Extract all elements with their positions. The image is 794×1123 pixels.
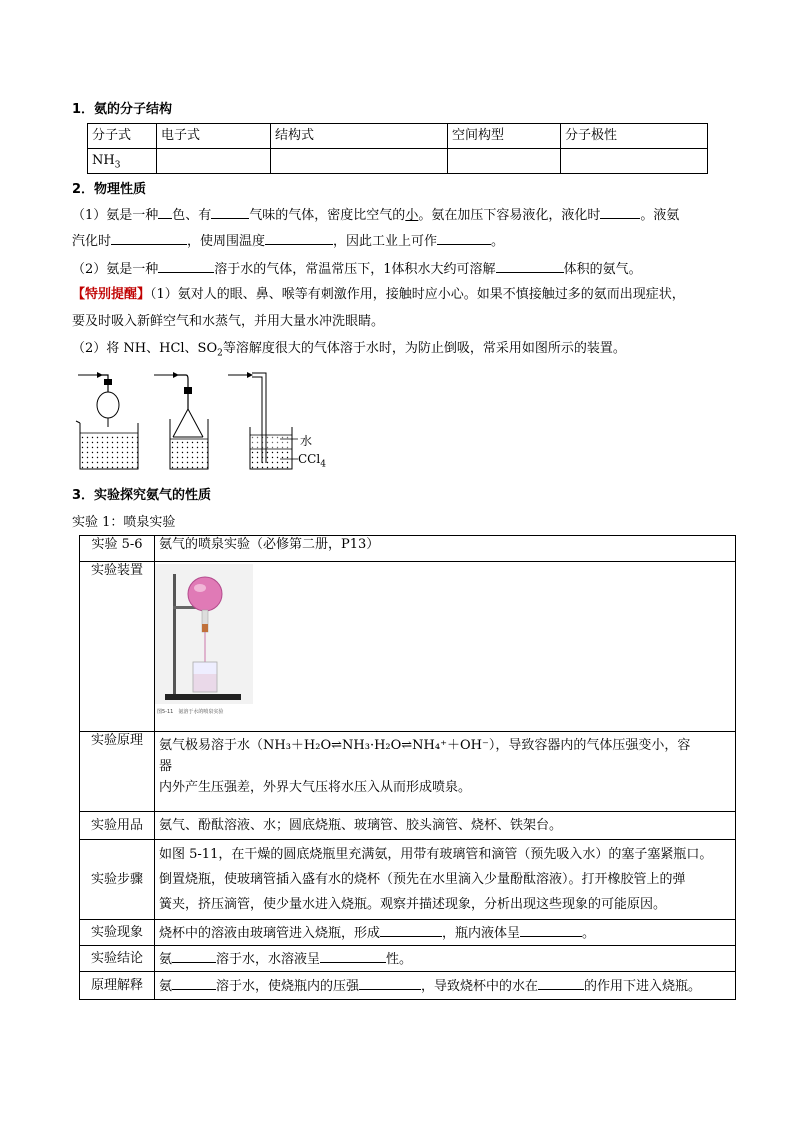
answer-cell[interactable] [157,149,271,174]
ccl4-layer-apparatus [228,373,298,469]
row-label: 实验现象 [80,920,155,946]
row-label: 实验原理 [80,732,155,812]
apparatus-photo-cell [155,562,736,732]
section1-title: 1．氨的分子结构 [72,102,173,117]
answer-cell[interactable] [448,149,561,174]
formula-cell: $NH_3$ [88,149,157,174]
paragraph-line: （1）氨是一种 色、有 气味的气体，密度比空气的小。氨在加压下容易液化，液化时 。液氨 [72,205,679,225]
experiment-1-title: 实验 1：喷泉实验 [72,515,176,530]
fill-blank[interactable] [359,976,421,990]
fountain-experiment-table [79,535,736,1000]
header-cell: 空间构型 [448,124,561,149]
water-label: 水 [300,434,313,448]
answer-cell[interactable] [561,149,708,174]
fill-blank[interactable] [172,949,216,963]
tip-line: 要及时吸入新鲜空气和水蒸气，并用大量水冲洗眼睛。 [72,314,385,329]
photo-caption: 图5-11 氨溶于水的喷泉实验 [157,709,224,715]
fill-blank[interactable] [496,259,564,273]
fill-blank[interactable] [211,205,249,219]
row-label: 原理解释 [80,972,155,1000]
fill-blank[interactable] [437,231,491,245]
ccl4-label: CCl$_4$ [298,452,326,470]
row-value: 氨气极易溶于水（NH₃＋H₂O⇌NH₃·H₂O⇌NH₄⁺＋OH⁻），导致容器内的气体压强变小，容 器 内外产生压强差，外界大气压将水压入从而形成喷泉。 [155,732,736,812]
header-cell: 分子式 [88,124,157,149]
row-label: 实验装置 [80,562,155,732]
row-value: 如图 5-11，在干燥的圆底烧瓶里充满氨，用带有玻璃管和滴管（预先吸入水）的塞子塞紧瓶口。 倒置烧瓶，使玻璃管插入盛有水的烧杯（预先在水里滴入少量酚酞溶液）。打开橡胶管上的弹 簧夹，挤压滴管，使少量水进入烧瓶。观察并描述现象，分析出现这些现象的可能原因。 [155,840,736,920]
fill-blank[interactable] [172,976,216,990]
header-cell: 分子极性 [561,124,708,149]
fill-blank[interactable] [520,923,582,937]
row-value: 氨 溶于水，使烧瓶内的压强 ，导致烧杯中的水在 的作用下进入烧瓶。 [155,972,736,1000]
molecular-structure-table [87,123,708,174]
answer-cell[interactable] [271,149,448,174]
bulb-funnel-apparatus [76,375,138,469]
paragraph-line: （2）氨是一种 溶于水的气体，常温常压下，1体积水大约可溶解 体积的氨气。 [72,259,642,279]
row-label: 实验步骤 [80,840,155,920]
row-label: 实验结论 [80,946,155,972]
row-label: 实验用品 [80,812,155,840]
fountain-apparatus-photo [155,564,253,716]
fill-blank[interactable] [158,259,214,273]
fill-blank[interactable] [380,923,442,937]
section3-title: 3．实验探究氨气的性质 [72,488,212,503]
header-cell: 电子式 [157,124,271,149]
fill-blank[interactable] [320,949,386,963]
header-cell: 结构式 [271,124,448,149]
fill-blank[interactable] [111,231,187,245]
tip-label: 【特别提醒】 [72,287,151,302]
tip-line: 【特别提醒】（1）氨对人的眼、鼻、喉等有刺激作用，接触时应小心。如果不慎接触过多的氨而出现症状， [72,287,685,302]
row-value: 氨 溶于水，水溶液呈 性。 [155,946,736,972]
tip-line: （2）将 NH、HCl、$SO_2$等溶解度很大的气体溶于水时，为防止倒吸，常采用如图所示的装置。 [72,341,626,359]
row-label: 实验 5-6 [80,536,155,562]
inverted-funnel-apparatus [154,375,208,469]
fill-blank[interactable] [538,976,584,990]
paragraph-line: 汽化时 ，使周围温度 ，因此工业上可作 。 [72,231,504,251]
row-value: 烧杯中的溶液由玻璃管进入烧瓶，形成 ，瓶内液体呈 。 [155,920,736,946]
section2-title: 2．物理性质 [72,182,147,197]
fill-blank[interactable] [158,205,172,219]
fill-blank[interactable] [265,231,333,245]
fill-blank[interactable] [600,205,640,219]
row-value: 氨气的喷泉实验（必修第二册，P13） [155,536,736,562]
row-value: 氨气、酚酞溶液、水；圆底烧瓶、玻璃管、胶头滴管、烧杯、铁架台。 [155,812,736,840]
